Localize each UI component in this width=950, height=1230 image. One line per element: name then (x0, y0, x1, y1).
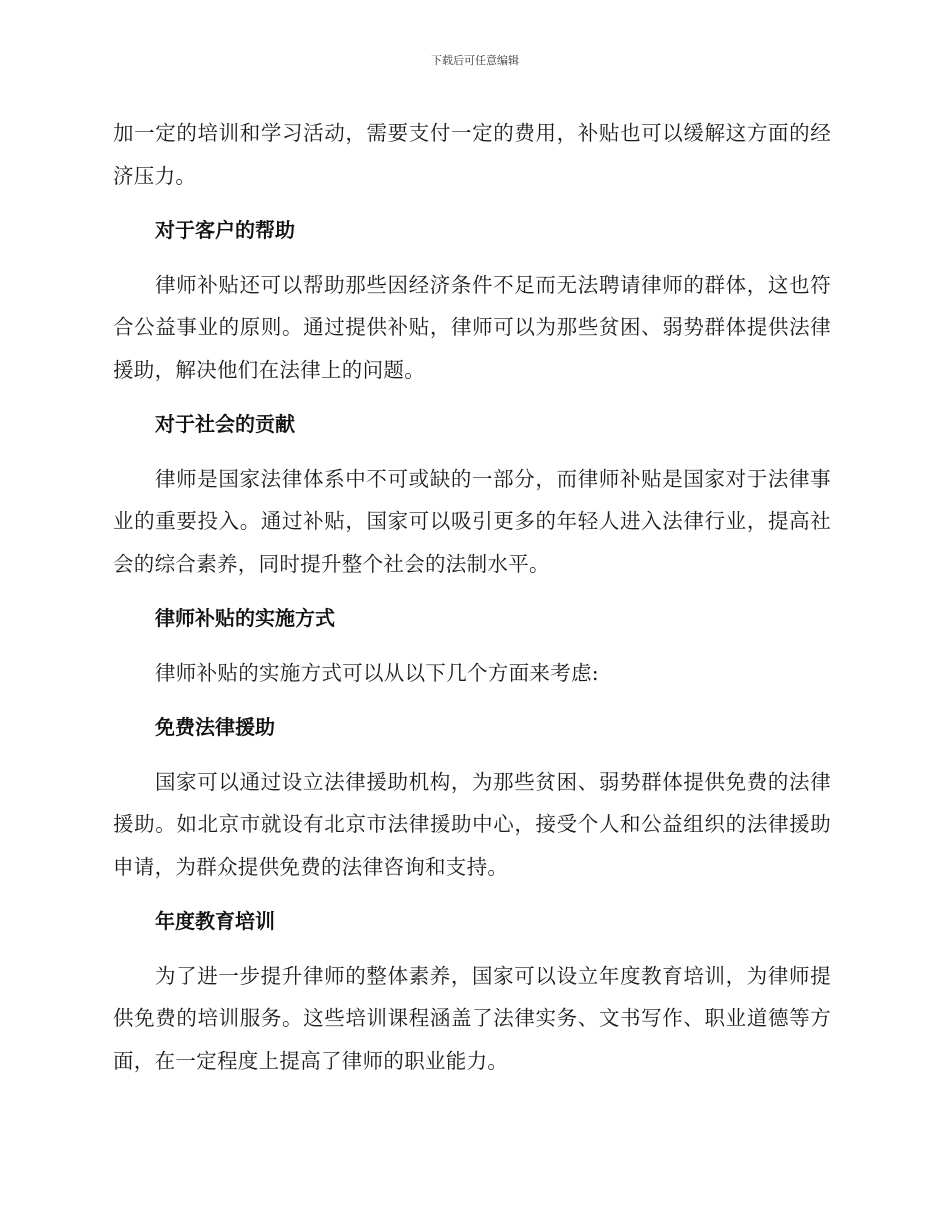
paragraph-continued-training-costs: 加一定的培训和学习活动，需要支付一定的费用，补贴也可以缓解这方面的经济压力。 (113, 121, 831, 188)
paragraph-implementation-intro: 律师补贴的实施方式可以从以下几个方面来考虑: (155, 660, 600, 685)
heading-free-legal-aid: 免费法律援助 (155, 715, 275, 739)
heading-annual-training: 年度教育培训 (155, 909, 275, 933)
paragraph-free-legal-aid: 国家可以通过设立法律援助机构，为那些贫困、弱势群体提供免费的法律援助。如北京市就设有北京市法律援助中心，接受个人和公益组织的法律援助申请，为群众提供免费的法律咨询和支持。 (113, 769, 831, 879)
paragraph-help-for-clients: 律师补贴还可以帮助那些因经济条件不足而无法聘请律师的群体，这也符合公益事业的原则。通过提供补贴，律师可以为那些贫困、弱势群体提供法律援助，解决他们在法律上的问题。 (113, 272, 831, 382)
paragraph-annual-training: 为了进一步提升律师的整体素养，国家可以设立年度教育培训，为律师提供免费的培训服务。这些培训课程涵盖了法律实务、文书写作、职业道德等方面，在一定程度上提高了律师的职业能力。 (113, 963, 831, 1073)
heading-help-for-clients: 对于客户的帮助 (155, 218, 295, 242)
heading-implementation-methods: 律师补贴的实施方式 (155, 606, 335, 630)
page-header: 下载后可任意编辑 (431, 54, 519, 67)
paragraph-contribution-to-society: 律师是国家法律体系中不可或缺的一部分，而律师补贴是国家对于法律事业的重要投入。通过补贴，国家可以吸引更多的年轻人进入法律行业，提高社会的综合素养，同时提升整个社会的法制水平。 (113, 466, 831, 576)
heading-contribution-to-society: 对于社会的贡献 (155, 412, 295, 436)
document-body (113, 112, 831, 1094)
